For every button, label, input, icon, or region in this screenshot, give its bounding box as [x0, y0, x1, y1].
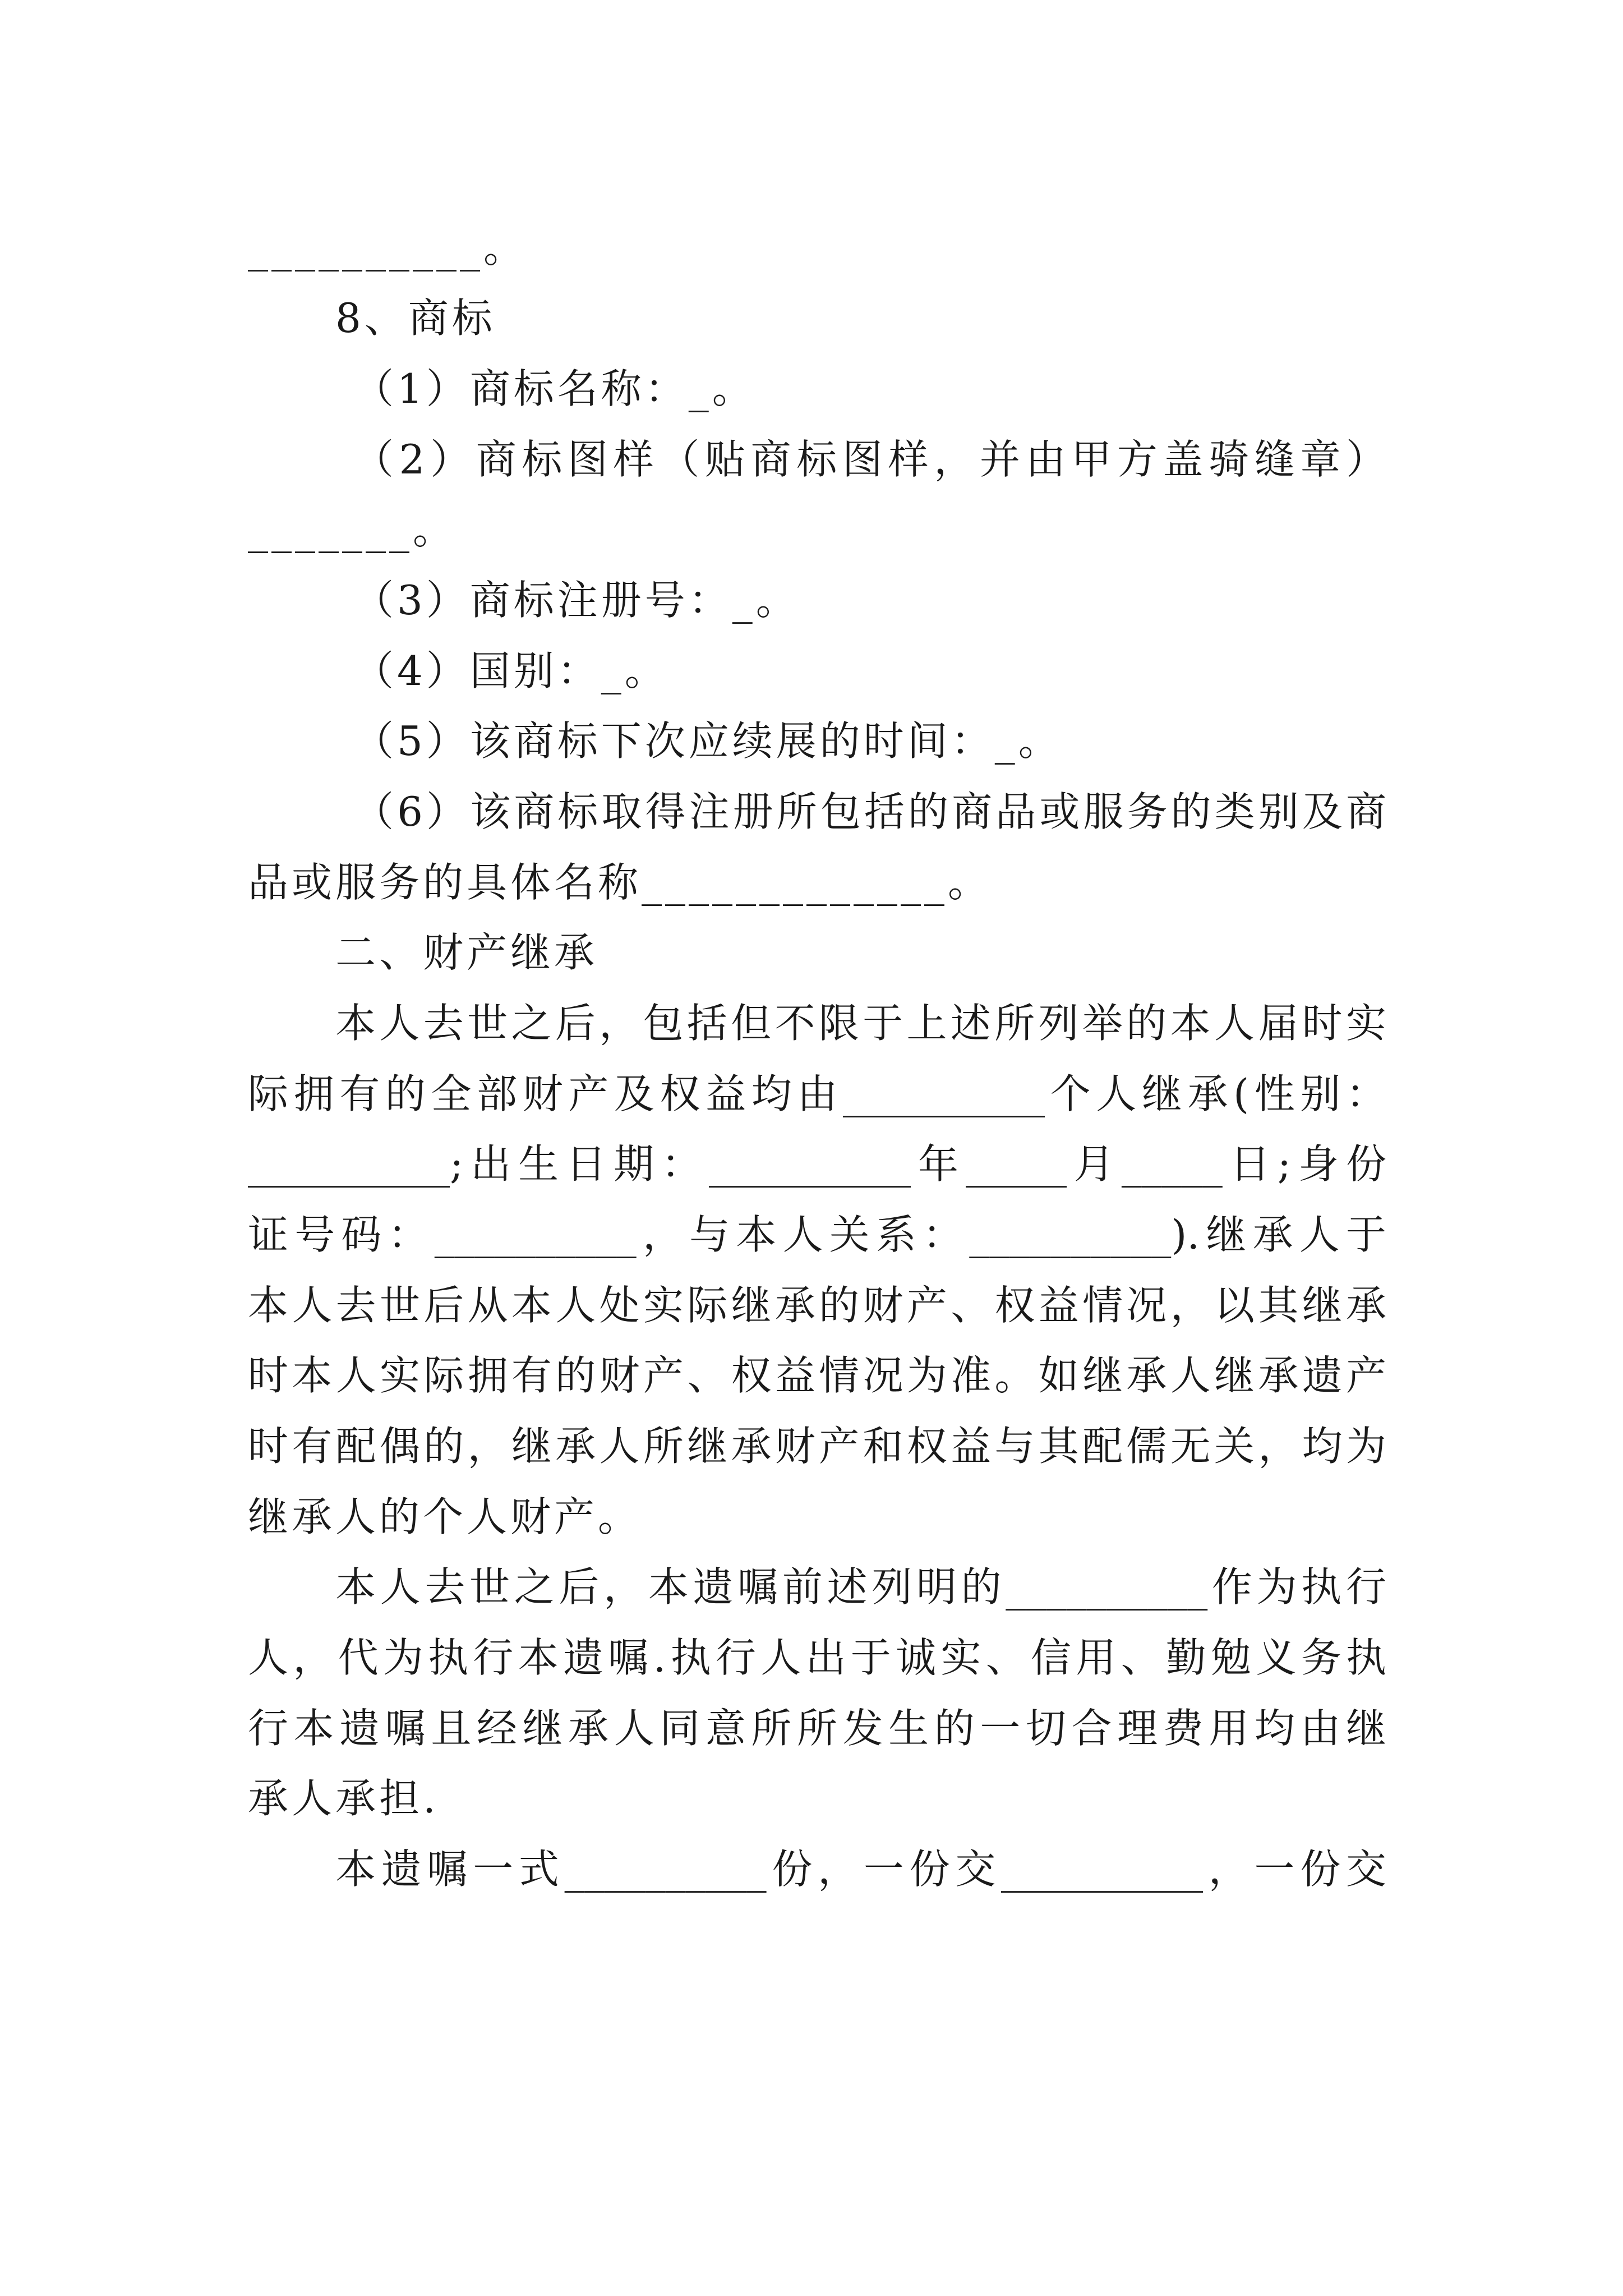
text-line: （6）该商标取得注册所包括的商品或服务的类别及商 — [353, 788, 1386, 835]
text-line: 继承人的个人财产。 — [248, 1493, 642, 1540]
text-line: 人，代为执行本遗嘱.执行人出于诚实、信用、勤勉义务执 — [248, 1634, 1386, 1681]
text-line: 时本人实际拥有的财产、权益情况为准。如继承人继承遗产 — [248, 1352, 1386, 1399]
text-line: （5）该商标下次应续展的时间：_。 — [353, 717, 1062, 765]
text-line: 本遗嘱一式__________份，一份交__________，一份交 — [335, 1846, 1386, 1893]
text-line: _______。 — [248, 506, 457, 553]
text-line: 行本遗嘱且经继承人同意所所发生的一切合理费用均由继 — [248, 1705, 1386, 1752]
text-line: （3）商标注册号：_。 — [353, 577, 800, 624]
text-line: 品或服务的具体名称_____________。 — [248, 859, 992, 906]
text-line: 际拥有的全部财产及权益均由__________个人继承(性别： — [248, 1070, 1386, 1117]
text-line: 时有配偶的，继承人所继承财产和权益与其配儒无关，均为 — [248, 1423, 1386, 1470]
text-line: __________。 — [248, 224, 528, 272]
section-heading: 二、财产继承 — [335, 929, 598, 976]
text-line: 承人承担. — [248, 1775, 439, 1822]
text-line: （2）商标图样（贴商标图样，并由甲方盖骑缝章） — [353, 436, 1386, 483]
section-heading: 8、商标 — [335, 295, 496, 342]
text-line: （4）国别：_。 — [353, 647, 668, 694]
text-line: __________;出生日期：__________年_____月_____日;身份 — [248, 1140, 1386, 1188]
text-line: 本人去世之后，本遗嘱前述列明的__________作为执行 — [335, 1563, 1386, 1611]
text-line: 本人去世之后，包括但不限于上述所列举的本人届时实 — [335, 1000, 1386, 1047]
text-line: 证号码：__________，与本人关系：__________).继承人于 — [248, 1211, 1386, 1258]
text-line: （1）商标名称：_。 — [353, 365, 756, 412]
text-line: 本人去世后从本人处实际继承的财产、权益情况，以其继承 — [248, 1282, 1386, 1329]
